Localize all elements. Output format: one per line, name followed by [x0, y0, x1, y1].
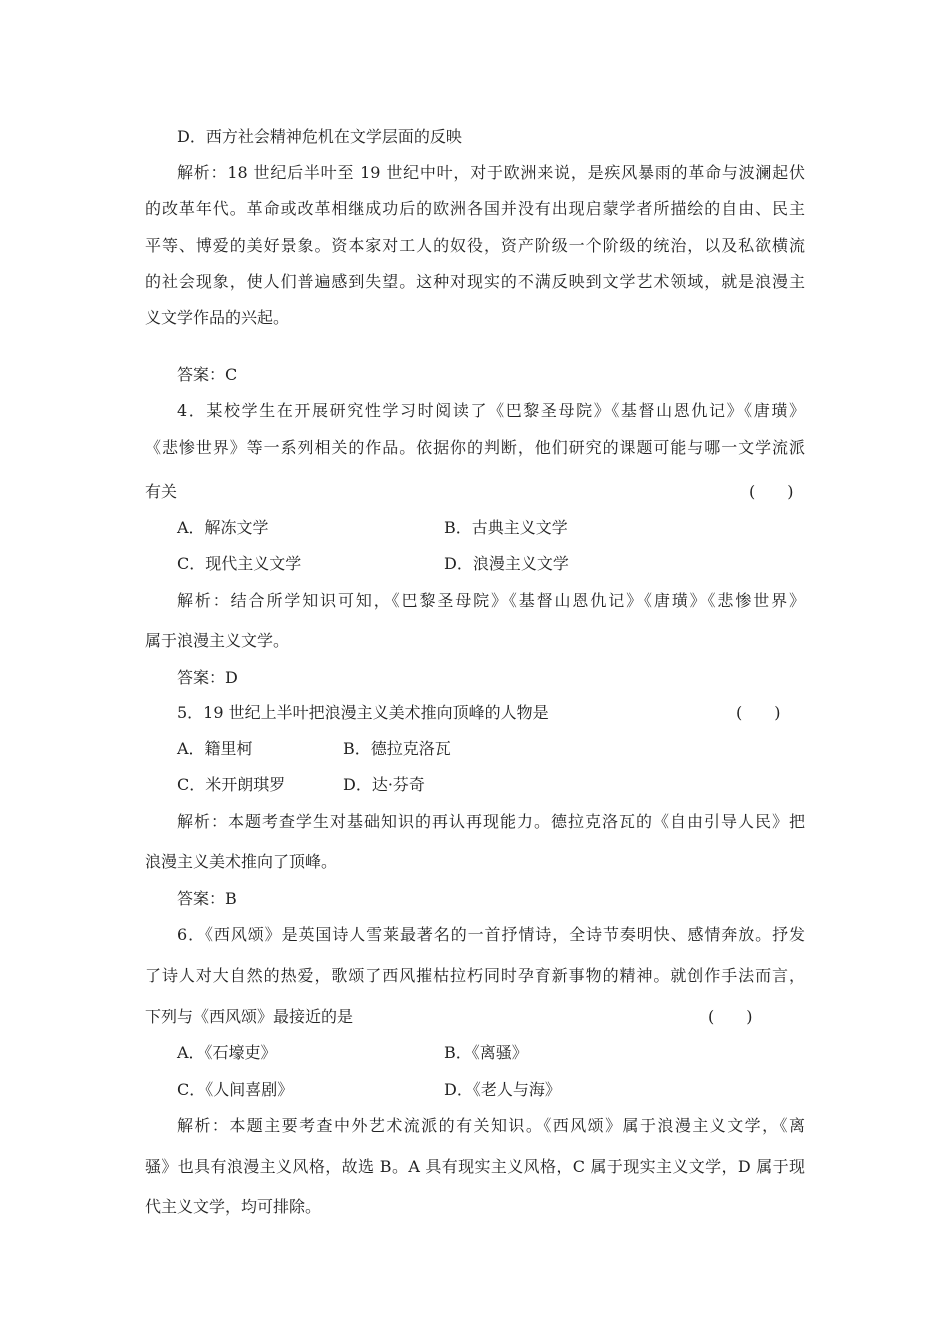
q6-option-b: B．《离骚》 — [444, 1043, 528, 1062]
q3-analysis-line-5: 义文学作品的兴起。 — [145, 308, 290, 327]
q6-analysis-line-2: 骚》也具有浪漫主义风格，故选 B。A 具有现实主义风格，C 属于现实主义文学，D 属于现 — [145, 1157, 805, 1176]
q4-analysis-line-1: 解析：结合所学知识可知，《巴黎圣母院》《基督山恩仇记》《唐璜》《悲惨世界》 — [177, 591, 805, 610]
q5-answer: 答案：B — [177, 889, 237, 908]
q5-option-b: B．德拉克洛瓦 — [343, 739, 451, 758]
q6-stem-line-1: 6．《西风颂》是英国诗人雪莱最著名的一首抒情诗，全诗节奏明快、感情奔放。抒发 — [177, 925, 805, 944]
q5-analysis-line-1: 解析：本题考查学生对基础知识的再认再现能力。德拉克洛瓦的《自由引导人民》把 — [177, 812, 805, 831]
q3-analysis-line-2: 的改革年代。革命或改革相继成功后的欧洲各国并没有出现启蒙学者所描绘的自由、民主 — [145, 199, 805, 218]
q6-option-d: D．《老人与海》 — [444, 1080, 561, 1099]
q6-answer-blank: ( ) — [708, 1007, 753, 1026]
q5-option-d: D．达·芬奇 — [343, 775, 425, 794]
q4-option-a: A．解冻文学 — [177, 518, 269, 537]
q6-stem-line-3: 下列与《西风颂》最接近的是 — [145, 1007, 354, 1026]
q3-answer: 答案：C — [177, 365, 238, 384]
q5-stem: 5．19 世纪上半叶把浪漫主义美术推向顶峰的人物是 — [177, 703, 549, 722]
q5-option-a: A．籍里柯 — [177, 739, 253, 758]
q5-analysis-line-2: 浪漫主义美术推向了顶峰。 — [145, 852, 338, 871]
q4-stem-line-2: 《悲惨世界》等一系列相关的作品。依据你的判断，他们研究的课题可能与哪一文学流派 — [145, 438, 805, 457]
q6-option-a: A．《石壕吏》 — [177, 1043, 277, 1062]
q5-answer-blank: ( ) — [736, 703, 781, 722]
q3-analysis-line-3: 平等、博爱的美好景象。资本家对工人的奴役，资产阶级一个阶级的统治，以及私欲横流 — [145, 236, 805, 255]
q6-option-c: C．《人间喜剧》 — [177, 1080, 294, 1099]
q3-option-d: D．西方社会精神危机在文学层面的反映 — [177, 127, 462, 146]
q4-option-b: B．古典主义文学 — [444, 518, 568, 537]
q6-analysis-line-1: 解析：本题主要考查中外艺术流派的有关知识。《西风颂》属于浪漫主义文学，《离 — [177, 1116, 805, 1135]
q4-option-d: D．浪漫主义文学 — [444, 554, 569, 573]
q3-analysis-line-4: 的社会现象，使人们普遍感到失望。这种对现实的不满反映到文学艺术领域，就是浪漫主 — [145, 272, 805, 291]
q4-answer-blank: ( ) — [749, 482, 794, 501]
q4-stem-line-1: 4．某校学生在开展研究性学习时阅读了《巴黎圣母院》《基督山恩仇记》《唐璜》 — [177, 401, 805, 420]
q4-stem-line-3: 有关 — [145, 482, 178, 501]
q4-answer: 答案：D — [177, 668, 238, 687]
q4-analysis-line-2: 属于浪漫主义文学。 — [145, 631, 290, 650]
q6-analysis-line-3: 代主义文学，均可排除。 — [145, 1197, 322, 1216]
q5-option-c: C．米开朗琪罗 — [177, 775, 286, 794]
q4-option-c: C．现代主义文学 — [177, 554, 302, 573]
q3-analysis-line-1: 解析：18 世纪后半叶至 19 世纪中叶，对于欧洲来说，是疾风暴雨的革命与波澜起伏 — [177, 163, 805, 182]
q6-stem-line-2: 了诗人对大自然的热爱，歌颂了西风摧枯拉朽同时孕育新事物的精神。就创作手法而言， — [145, 966, 805, 985]
